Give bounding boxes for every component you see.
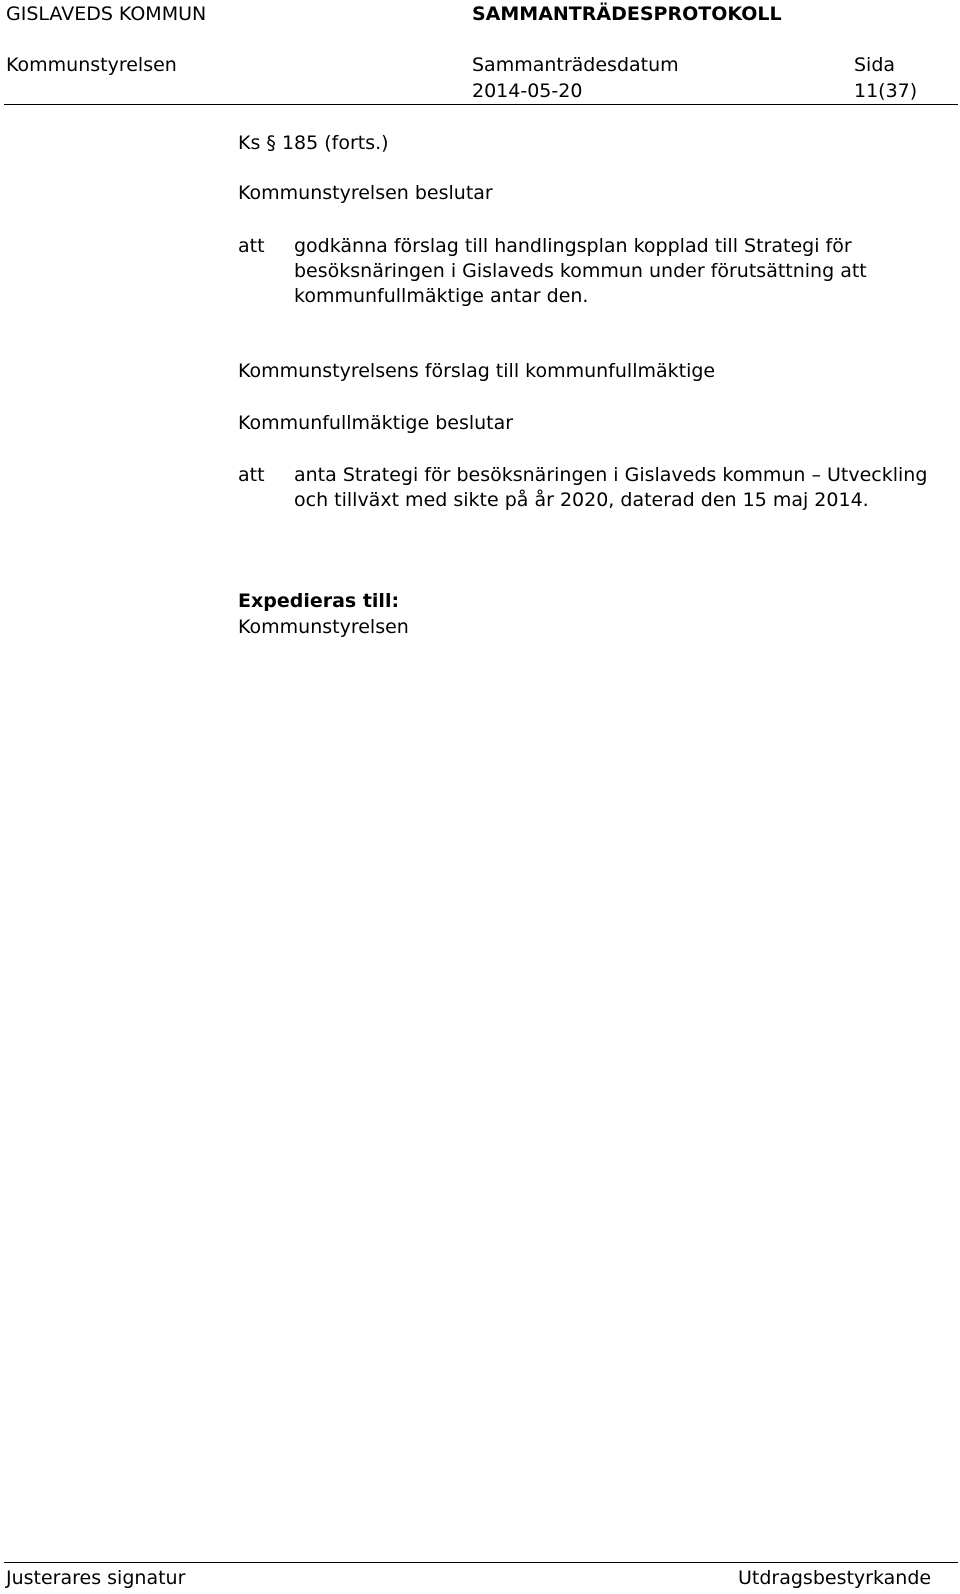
meeting-date-value: 2014-05-20 xyxy=(472,80,583,102)
header-rule xyxy=(4,104,958,105)
council-att-label: att xyxy=(238,464,265,486)
document-type: SAMMANTRÄDESPROTOKOLL xyxy=(472,3,782,25)
page-number: 11(37) xyxy=(854,80,918,102)
dispatch-recipient: Kommunstyrelsen xyxy=(238,616,409,638)
decision-heading: Kommunstyrelsen beslutar xyxy=(238,182,493,204)
committee-name: Kommunstyrelsen xyxy=(6,54,177,76)
footer-certification-label: Utdragsbestyrkande xyxy=(738,1567,932,1589)
meeting-date-label: Sammanträdesdatum xyxy=(472,54,679,76)
dispatch-title: Expedieras till: xyxy=(238,590,400,612)
decision-att-label: att xyxy=(238,235,265,257)
page-label: Sida xyxy=(854,54,896,76)
footer-signature-label: Justerares signatur xyxy=(6,1567,186,1589)
decision-text: godkänna förslag till handlingsplan kopplad till Strategi för besöksnäringen i Gislaveds kommun under förutsättning att kommunfullmäktige antar den. xyxy=(294,235,867,307)
proposal-heading: Kommunstyrelsens förslag till kommunfullmäktige xyxy=(238,360,716,382)
council-decision-text: anta Strategi för besöksnäringen i Gislaveds kommun – Utveckling och tillväxt med sikte på år 2020, daterad den 15 maj 2014. xyxy=(294,464,928,511)
organization-name: GISLAVEDS KOMMUN xyxy=(6,3,207,25)
case-reference: Ks § 185 (forts.) xyxy=(238,132,389,154)
footer-rule xyxy=(4,1562,958,1563)
council-heading: Kommunfullmäktige beslutar xyxy=(238,412,514,434)
